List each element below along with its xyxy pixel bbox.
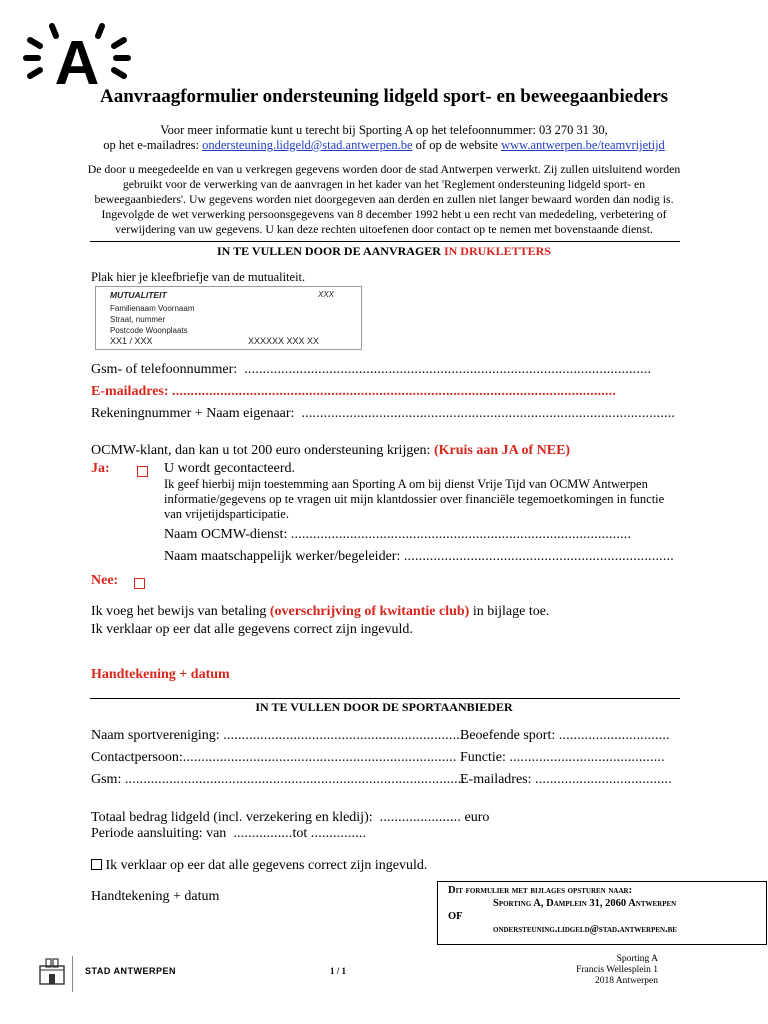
contact-label: Contactpersoon: [91, 750, 183, 765]
footer-divider [72, 956, 73, 992]
page-number: 1 / 1 [330, 966, 347, 976]
footer-addr-3: 2018 Antwerpen [594, 976, 658, 986]
send-line-1: Dit formulier met bijlages opsturen naar: [448, 885, 633, 896]
ocmw-question [91, 443, 570, 459]
sticker-bottom-left: XX1 / XXX [110, 336, 153, 346]
period-label: Periode aansluiting: van [91, 826, 227, 841]
ja-checkbox[interactable] [137, 462, 148, 480]
sticker-title: MUTUALITEIT [110, 290, 167, 300]
form-title: Aanvraagformulier ondersteuning lidgeld sport- en beweegaanbieders [99, 86, 669, 107]
total-dots: ...................... [379, 810, 462, 825]
club-label: Naam sportvereniging: [91, 728, 220, 743]
footer-org-name: STAD ANTWERPEN [85, 966, 176, 976]
sticker-code: XXX [318, 290, 335, 299]
period-dots-to: ............... [310, 826, 367, 841]
info-mid: of op de website [412, 138, 502, 152]
phone-field[interactable] [91, 362, 651, 378]
social-worker-label: Naam maatschappelijk werker/begeleider: [164, 549, 401, 564]
consent-text: Ik geef hierbij mijn toestemming aan Sporting A om bij dienst Vrije Tijd van OCMW Antwerpen informatie/gegevens op te vragen uit mijn klantdossier over financiële tegemoetkomingen in functie van vrijetijdsparticipatie. [164, 477, 665, 521]
ja-text: U wordt gecontacteerd. [164, 461, 295, 476]
gsm-field[interactable] [91, 772, 465, 788]
section-divider [90, 241, 680, 242]
total-unit: euro [464, 810, 490, 825]
function-label: Functie: [460, 750, 506, 765]
account-label: Rekeningnummer + Naam eigenaar: [91, 406, 295, 421]
period-dots-from: ................ [233, 826, 293, 841]
sport-label: Beoefende sport: [460, 728, 556, 743]
ja-label: Ja: [91, 461, 110, 476]
total-field[interactable] [91, 810, 489, 826]
nee-label: Nee: [91, 573, 119, 588]
email-label: E-mailadres: [91, 384, 169, 399]
sticker-line-3: Postcode Woonplaats [110, 326, 188, 335]
send-line-3: OF [448, 911, 463, 922]
sticker-line-2: Straat, nummer [110, 315, 166, 324]
provider-declaration-checkbox[interactable] [91, 859, 102, 870]
city-crest-icon [38, 956, 66, 986]
applicant-signature-label: Handtekening + datum [91, 667, 230, 682]
provider-heading: IN TE VULLEN DOOR DE SPORTAANBIEDER [255, 700, 513, 714]
send-instructions-box [437, 881, 767, 945]
period-field[interactable] [91, 826, 366, 842]
info-line-1: Voor meer informatie kunt u terecht bij Sporting A op het telefoonnummer: 03 270 31 30, [160, 123, 608, 137]
contact-dots: .......................................................................... [182, 750, 457, 765]
footer-addr-2: Francis Wellesplein 1 [576, 965, 658, 975]
proof-prefix: Ik voeg het bewijs van betaling [91, 604, 270, 619]
provider-email-dots: ..................................... [535, 772, 672, 787]
email-field[interactable] [91, 384, 616, 400]
stad-antwerpen-logo [22, 20, 132, 90]
provider-email-field[interactable] [460, 772, 672, 788]
info-line-2 [0, 137, 768, 153]
provider-signature-label: Handtekening + datum [91, 889, 220, 904]
period-tot: tot [292, 826, 308, 841]
applicant-heading-text: IN TE VULLEN DOOR DE AANVRAGER [217, 244, 441, 258]
function-field[interactable] [460, 750, 665, 766]
gsm-dots: ............................................................................................ [124, 772, 466, 787]
gsm-label: Gsm: [91, 772, 122, 787]
applicant-heading [0, 244, 768, 259]
club-field[interactable] [91, 728, 464, 744]
footer-address [576, 954, 658, 987]
function-dots: .......................................... [509, 750, 665, 765]
ocmw-service-label: Naam OCMW-dienst: [164, 527, 288, 542]
ocmw-text: OCMW-klant, dan kan u tot 200 euro ondersteuning krijgen: [91, 443, 434, 458]
sport-field[interactable] [460, 728, 670, 744]
total-label: Totaal bedrag lidgeld (incl. verzekering en kledij): [91, 810, 373, 825]
sticker-line-1: Familienaam Voornaam [110, 304, 195, 313]
applicant-heading-red: IN DRUKLETTERS [440, 244, 551, 258]
footer-addr-1: Sporting A [616, 954, 658, 964]
email-dots: ........................................................................................................................ [172, 384, 617, 399]
info-prefix: op het e-mailadres: [103, 138, 203, 152]
account-field[interactable] [91, 406, 675, 422]
social-worker-dots: ......................................................................... [403, 549, 674, 564]
nee-checkbox[interactable] [134, 574, 145, 592]
club-dots: ................................................................. [223, 728, 464, 743]
privacy-notice: De door u meegedeelde en van u verkregen gegevens worden door de stad Antwerpen verwerkt. Zij zullen uitsluitend worden gebruikt voor de verwerking van de aanvragen in het kader van het 'Reglement ondersteuning lidgeld sport- en beweegaanbieders'. Uw gegevens worden niet doorgegeven aan derden en zullen niet langer bewaard worden dan nodig is. Ingevolgde de wet verwerking persoonsgegevens van 8 december 1992 hebt u een recht van mededeling, verbetering of verwijdering van uw gegevens. U kan deze rechten uitoefenen door contact op te nemen met bovenstaande dienst. [87, 162, 681, 236]
phone-dots: .............................................................................................................. [244, 362, 652, 377]
proof-line [91, 604, 549, 620]
provider-email-label: E-mailadres: [460, 772, 532, 787]
info-website-link[interactable]: www.antwerpen.be/teamvrijetijd [501, 138, 665, 152]
provider-declaration-text: Ik verklaar op eer dat alle gegevens correct zijn ingevuld. [105, 858, 428, 873]
sticker-instruction: Plak hier je kleefbriefje van de mutualiteit. [91, 270, 306, 284]
info-email-link[interactable]: ondersteuning.lidgeld@stad.antwerpen.be [202, 138, 413, 152]
contact-field[interactable] [91, 750, 457, 766]
social-worker-field[interactable] [164, 549, 674, 565]
ocmw-service-dots: ............................................................................................ [290, 527, 632, 542]
sport-dots: .............................. [558, 728, 670, 743]
provider-divider [90, 698, 680, 699]
ocmw-service-field[interactable] [164, 527, 631, 543]
proof-suffix: in bijlage toe. [469, 604, 550, 619]
ocmw-red-instruction: (Kruis aan JA of NEE) [433, 443, 571, 458]
proof-red: (overschrijving of kwitantie club) [269, 604, 470, 619]
svg-text:A: A [54, 29, 100, 90]
provider-declaration[interactable] [91, 858, 427, 874]
mutuality-sticker-placeholder [95, 286, 362, 350]
applicant-declaration: Ik verklaar op eer dat alle gegevens correct zijn ingevuld. [91, 622, 413, 637]
account-dots: ..................................................................................................... [301, 406, 676, 421]
phone-label: Gsm- of telefoonnummer: [91, 362, 238, 377]
sticker-bottom-right: XXXXXX XXX XX [248, 336, 320, 346]
send-line-4: ondersteuning.lidgeld@stad.antwerpen.be [493, 924, 677, 935]
send-line-2: Sporting A, Damplein 31, 2060 Antwerpen [493, 898, 677, 909]
